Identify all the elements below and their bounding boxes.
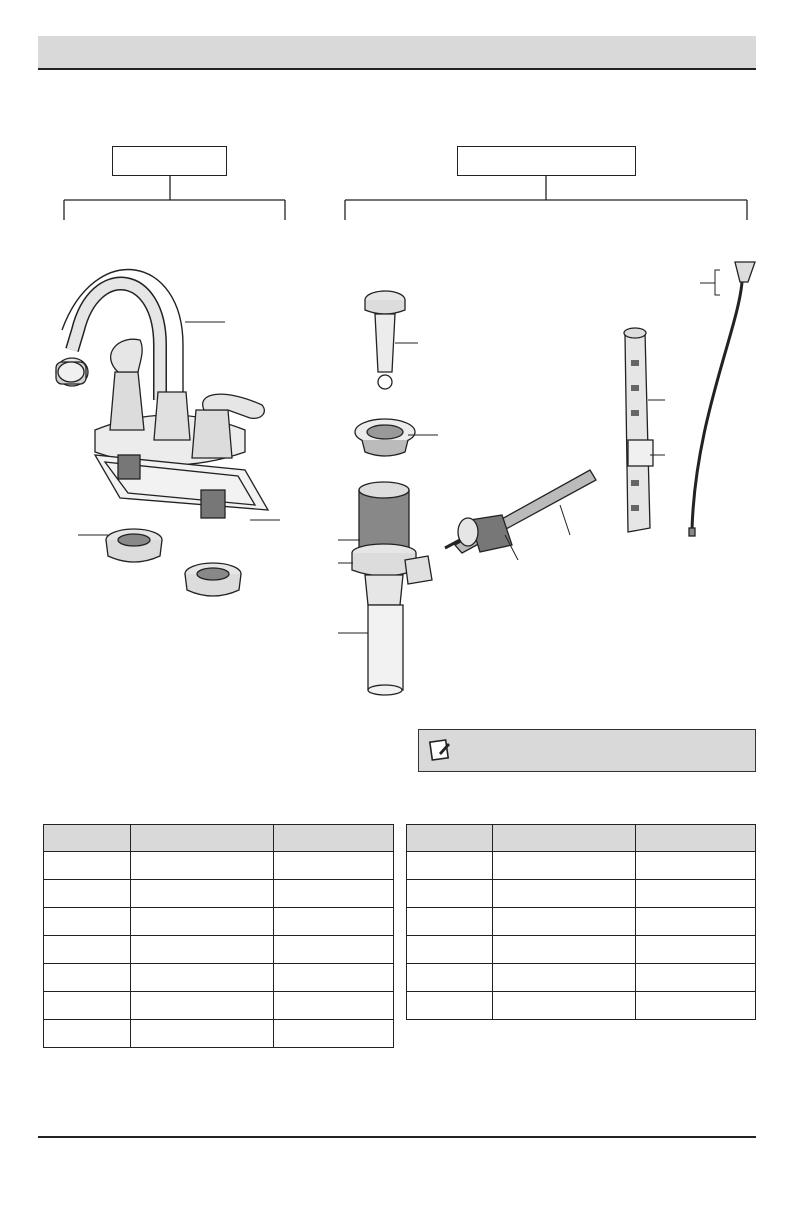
pop-up-stopper-drawing (365, 291, 405, 389)
table-cell (131, 992, 274, 1020)
table-row (407, 880, 756, 908)
table-cell (493, 992, 636, 1020)
note-pencil-icon (429, 738, 453, 762)
table-cell (636, 992, 756, 1020)
table-cell (131, 964, 274, 992)
table-row (44, 964, 394, 992)
table-cell (407, 992, 493, 1020)
table-cell (44, 964, 131, 992)
table-cell (493, 964, 636, 992)
right-table-column-header (636, 825, 756, 852)
table-cell (493, 908, 636, 936)
bracket-drain (345, 176, 747, 220)
footer-rule (38, 1136, 756, 1138)
table-cell (274, 908, 394, 936)
lift-rod-drawing (689, 262, 755, 536)
table-row (44, 936, 394, 964)
table-row (44, 992, 394, 1020)
table-cell (44, 992, 131, 1020)
table-cell (274, 992, 394, 1020)
table-cell (407, 936, 493, 964)
left-table-column-header (44, 825, 131, 852)
table-row (44, 880, 394, 908)
table-row (44, 908, 394, 936)
table-row (407, 964, 756, 992)
parts-table-right-header (407, 825, 756, 852)
table-cell (636, 908, 756, 936)
table-cell (274, 936, 394, 964)
bracket-faucet (64, 176, 285, 220)
table-row (44, 852, 394, 880)
pivot-rod-drawing (445, 470, 596, 553)
mounting-nut-b-drawing (185, 563, 241, 596)
table-cell (407, 908, 493, 936)
table-cell (131, 880, 274, 908)
table-cell (131, 908, 274, 936)
table-cell (44, 852, 131, 880)
drain-flange-drawing (355, 419, 415, 456)
table-row (407, 852, 756, 880)
table-cell (407, 852, 493, 880)
table-cell (44, 880, 131, 908)
table-cell (493, 936, 636, 964)
table-row (44, 1020, 394, 1048)
parts-table-left-header (44, 825, 394, 852)
table-cell (131, 936, 274, 964)
table-cell (636, 936, 756, 964)
note-box (418, 729, 756, 772)
left-table-column-header (274, 825, 394, 852)
right-table-column-header (407, 825, 493, 852)
table-cell (274, 852, 394, 880)
table-cell (274, 964, 394, 992)
table-cell (636, 852, 756, 880)
parts-table-right (406, 824, 756, 1020)
faucet-body-drawing (56, 270, 268, 518)
left-table-column-header (131, 825, 274, 852)
table-row (407, 908, 756, 936)
table-cell (44, 1020, 131, 1048)
table-cell (407, 964, 493, 992)
table-cell (493, 852, 636, 880)
parts-table-left (43, 824, 394, 1048)
table-cell (274, 880, 394, 908)
table-row (407, 936, 756, 964)
table-cell (493, 880, 636, 908)
table-cell (274, 1020, 394, 1048)
mounting-nut-a-drawing (106, 529, 162, 562)
table-cell (407, 880, 493, 908)
table-cell (131, 852, 274, 880)
table-cell (44, 908, 131, 936)
drain-body-drawing (352, 482, 432, 695)
table-cell (131, 1020, 274, 1048)
clevis-strap-drawing (624, 328, 653, 532)
right-table-column-header (493, 825, 636, 852)
table-row (407, 992, 756, 1020)
table-cell (636, 880, 756, 908)
table-cell (44, 936, 131, 964)
table-cell (636, 964, 756, 992)
